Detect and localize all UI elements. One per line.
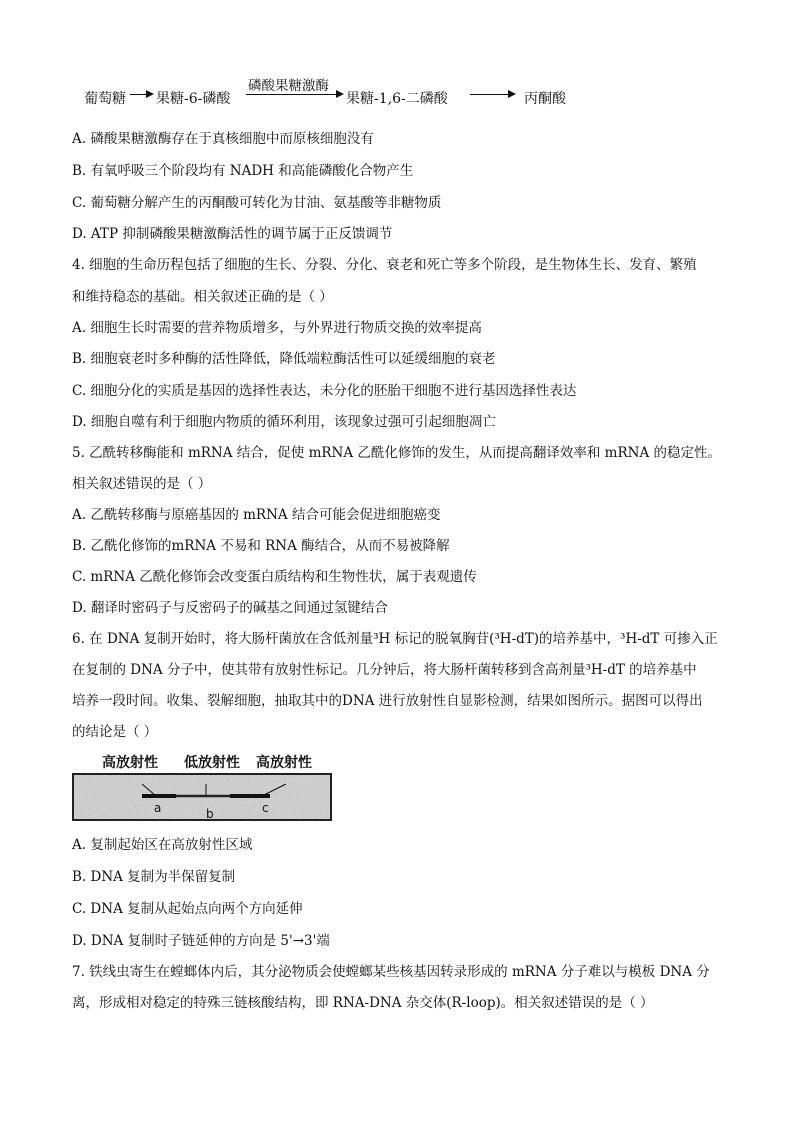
- q6-option-a: A. 复制起始区在高放射性区域: [72, 837, 253, 853]
- label-low-radioactivity: 低放射性: [184, 755, 240, 771]
- q6-option-c: C. DNA 复制从起始点向两个方向延伸: [72, 901, 303, 917]
- q6-stem-line-2: 在复制的 DNA 分子中，使其带有放射性标记。几分钟后，将大肠杆菌转移到含高剂量³H-dT 的培养基中: [72, 662, 697, 678]
- q5-stem-line-2: 相关叙述错误的是（ ）: [72, 476, 212, 492]
- q3-option-b: B. 有氧呼吸三个阶段均有 NADH 和高能磷酸化合物产生: [72, 163, 414, 179]
- q4-option-c: C. 细胞分化的实质是基因的选择性表达，未分化的胚胎干细胞不进行基因选择性表达: [72, 383, 577, 399]
- pathway-f16bp: 果糖-1,6-二磷酸: [346, 91, 448, 107]
- point-a: a: [154, 801, 162, 815]
- label-high-radioactivity-left: 高放射性: [102, 755, 158, 771]
- q4-option-a: A. 细胞生长时需要的营养物质增多，与外界进行物质交换的效率提高: [72, 320, 482, 336]
- q6-stem-line-4: 的结论是（ ）: [72, 724, 158, 740]
- q6-option-b: B. DNA 复制为半保留复制: [72, 869, 236, 885]
- q3-option-a: A. 磷酸果糖激酶存在于真核细胞中而原核细胞没有: [72, 131, 374, 147]
- label-high-radioactivity-right: 高放射性: [256, 755, 312, 771]
- q5-stem-line-1: 5. 乙酰转移酶能和 mRNA 结合，促使 mRNA 乙酰化修饰的发生，从而提高翻译效率和 mRNA 的稳定性。: [72, 445, 722, 461]
- q3-option-d: D. ATP 抑制磷酸果糖激酶活性的调节属于正反馈调节: [72, 226, 393, 242]
- q3-option-c: C. 葡萄糖分解产生的丙酮酸可转化为甘油、氨基酸等非糖物质: [72, 195, 442, 211]
- point-c: c: [262, 801, 269, 815]
- q4-option-d: D. 细胞自噬有利于细胞内物质的循环利用，该现象过强可引起细胞凋亡: [72, 414, 496, 430]
- q5-option-d: D. 翻译时密码子与反密码子的碱基之间通过氢键结合: [72, 600, 388, 616]
- q5-option-c: C. mRNA 乙酰化修饰会改变蛋白质结构和生物性状，属于表观遗传: [72, 569, 477, 585]
- autoradiograph-image: [72, 752, 334, 822]
- q4-stem-line-1: 4. 细胞的生命历程包括了细胞的生长、分裂、分化、衰老和死亡等多个阶段，是生物体生长、发育、繁殖: [72, 257, 697, 273]
- q7-stem-line-2: 离，形成相对稳定的特殊三链核酸结构，即 RNA-DNA 杂交体(R-loop)。相关叙述错误的是（ ）: [72, 995, 654, 1011]
- q5-option-b: B. 乙酰化修饰的mRNA 不易和 RNA 酶结合，从而不易被降解: [72, 538, 450, 554]
- q6-stem-line-1: 6. 在 DNA 复制开始时，将大肠杆菌放在含低剂量³H 标记的脱氧胸苷(³H-dT)的培养基中，³H-dT 可掺入正: [72, 631, 718, 647]
- pathway-arrow-1: [130, 94, 152, 95]
- q4-stem-line-2: 和维持稳态的基础。相关叙述正确的是（ ）: [72, 289, 333, 305]
- glycolysis-pathway: [84, 74, 604, 114]
- q6-stem-line-3: 培养一段时间。收集、裂解细胞，抽取其中的DNA 进行放射性自显影检测，结果如图所示。据图可以得出: [72, 693, 703, 709]
- autoradiograph-figure: [72, 752, 334, 822]
- pathway-arrow-3: [470, 94, 514, 95]
- q4-option-b: B. 细胞衰老时多种酶的活性降低，降低端粒酶活性可以延缓细胞的衰老: [72, 351, 496, 367]
- pathway-f6p: 果糖-6-磷酸: [156, 91, 231, 107]
- q5-option-a: A. 乙酰转移酶与原癌基因的 mRNA 结合可能会促进细胞癌变: [72, 507, 441, 523]
- pathway-glucose: 葡萄糖: [84, 91, 126, 107]
- pathway-pyruvate: 丙酮酸: [524, 91, 566, 107]
- point-b: b: [206, 807, 214, 821]
- q7-stem-line-1: 7. 铁线虫寄生在螳螂体内后，其分泌物质会使螳螂某些核基因转录形成的 mRNA 分子难以与模板 DNA 分: [72, 964, 710, 980]
- pathway-arrow-2: [246, 94, 342, 95]
- pathway-enzyme: 磷酸果糖激酶: [248, 78, 329, 94]
- q6-option-d: D. DNA 复制时子链延伸的方向是 5'→3'端: [72, 933, 330, 949]
